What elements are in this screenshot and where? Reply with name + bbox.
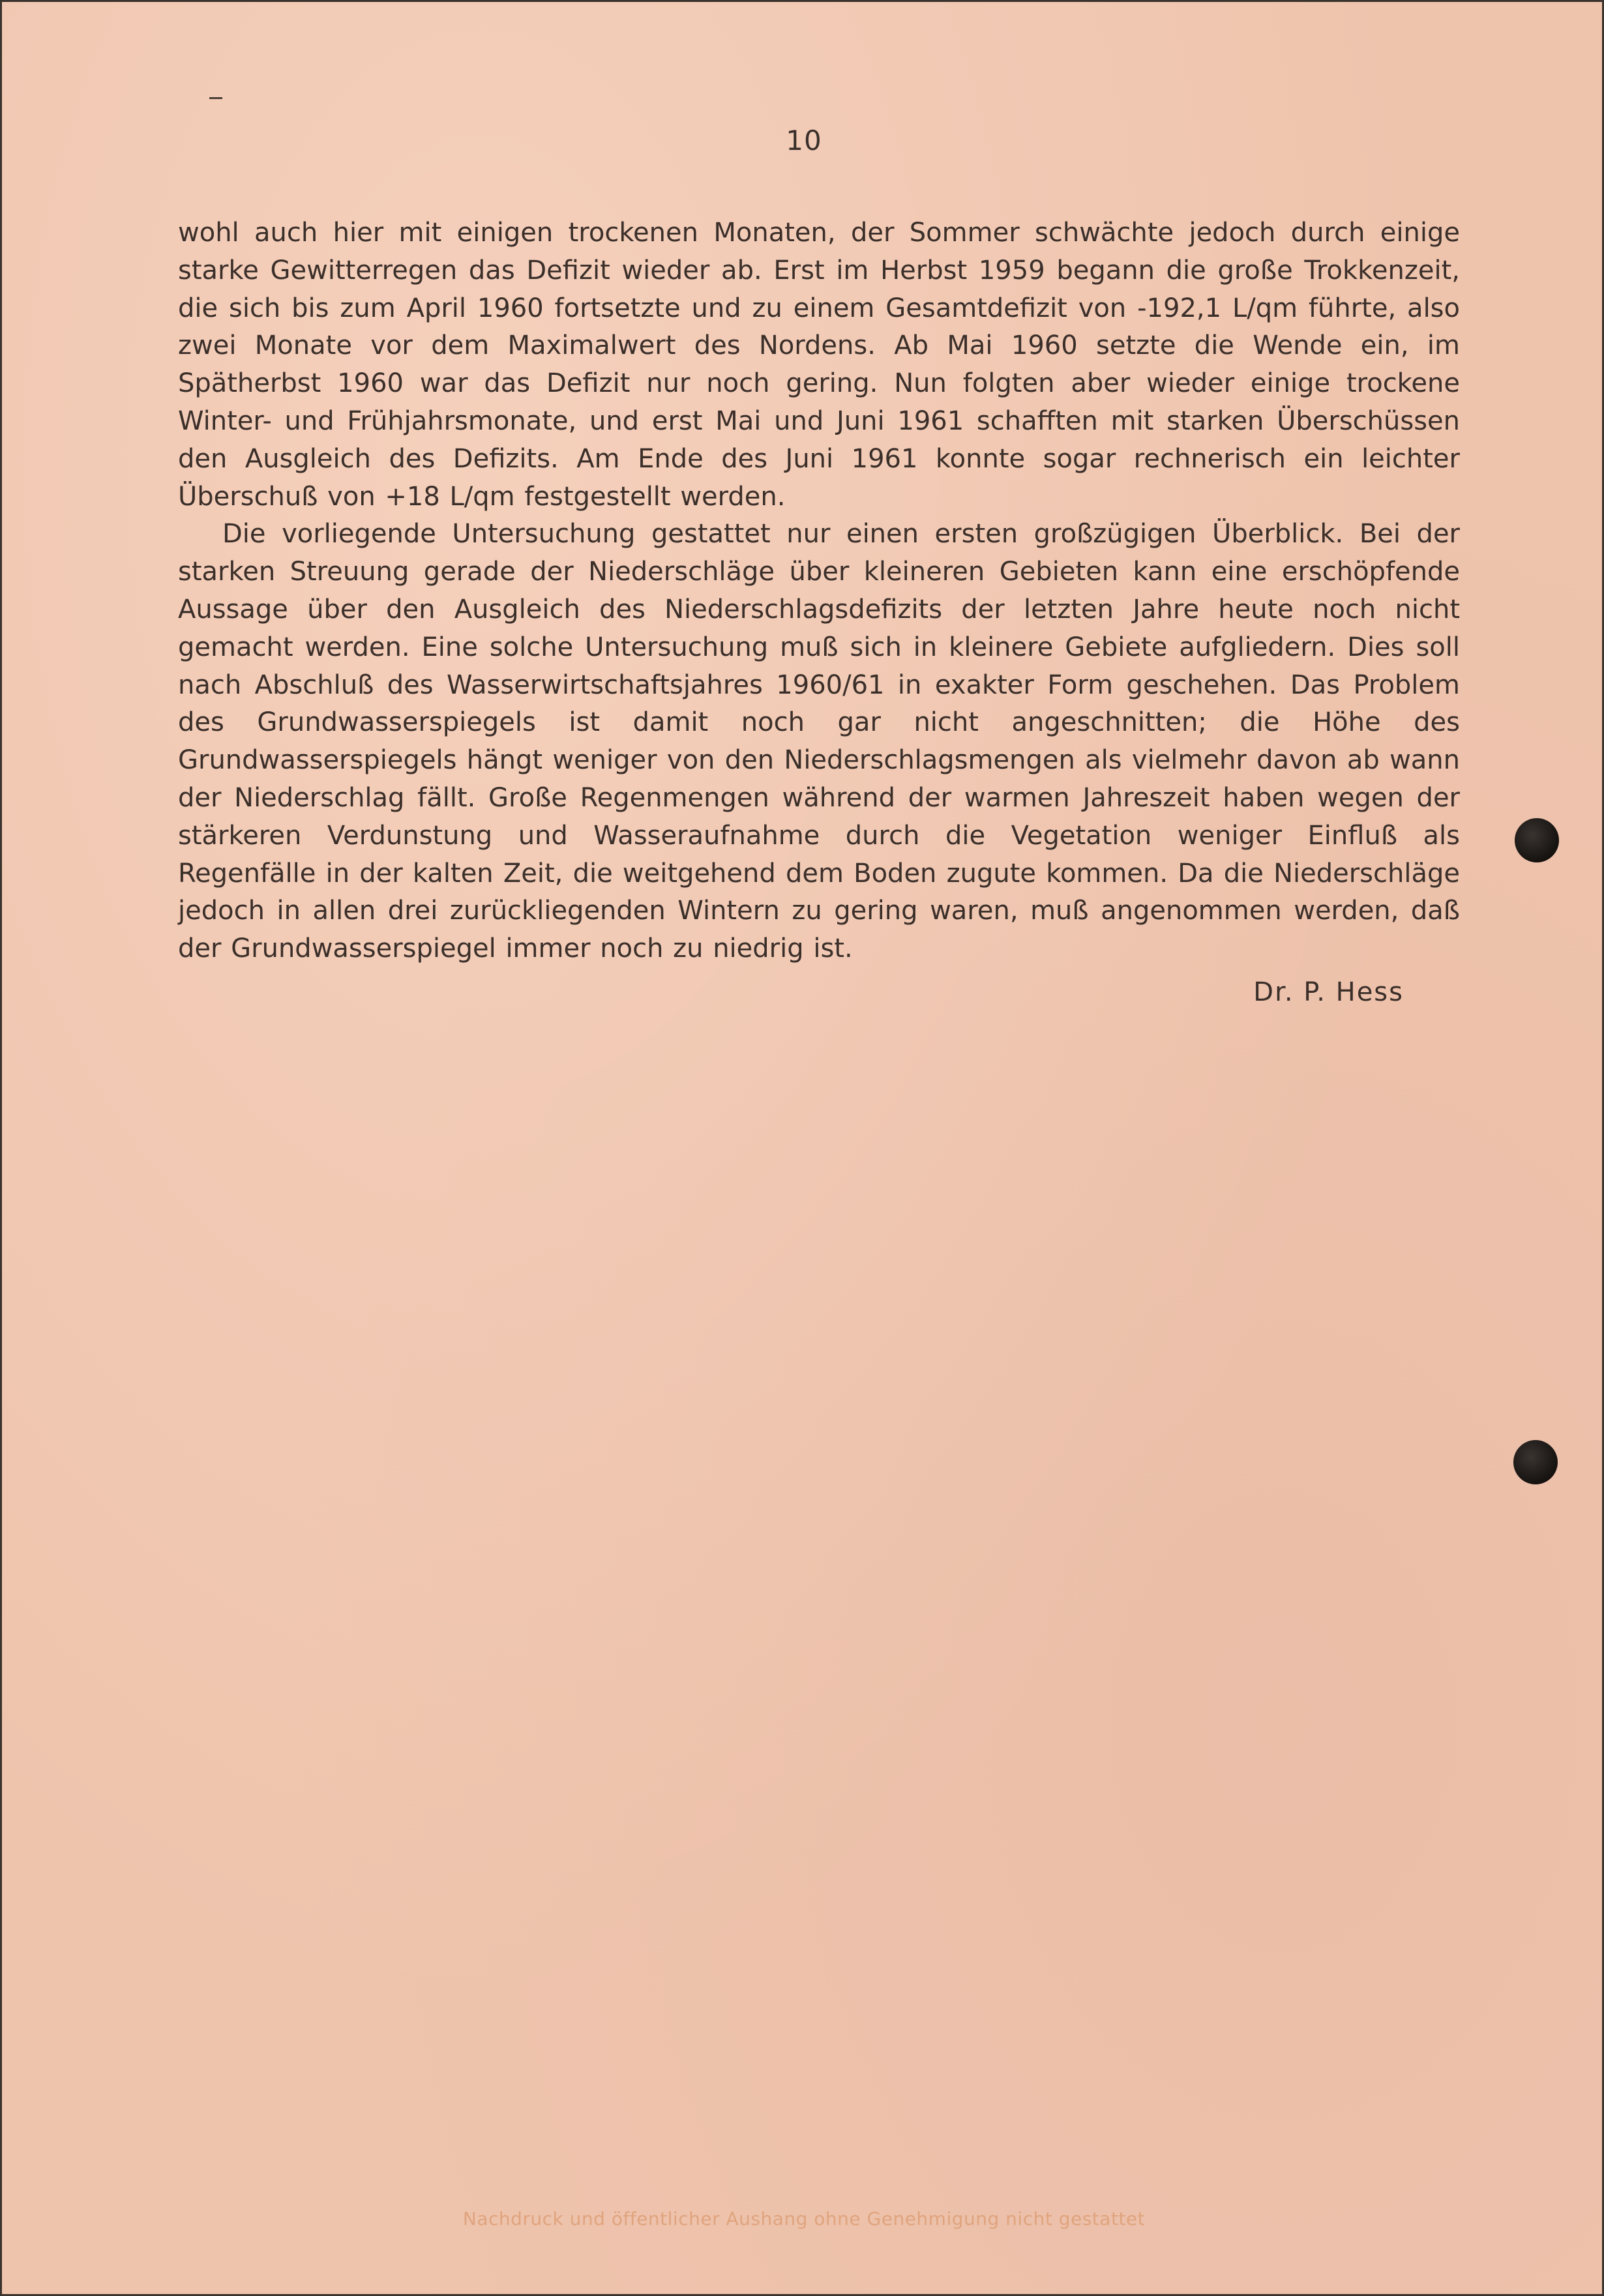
copyright-notice: Nachdruck und öffentlicher Aushang ohne Genehmigung nicht gestattet xyxy=(462,2208,1146,2230)
header-dash-mark xyxy=(209,97,222,99)
paragraph-1: wohl auch hier mit einigen trockenen Monaten, der Sommer schwächte jedoch durch einige starke Gewitterregen das Defizit wieder ab. Erst im Herbst 1959 begann die große Trokkenzeit, die sich bis zum April 1960 fortsetzte und zu einem Gesamtdefizit von -192,1 L/qm führte, also zwei Monate vor dem Maximalwert des Nordens. Ab Mai 1960 setzte die Wende ein, im Spätherbst 1960 war das Defizit nur noch gering. Nun folgten aber wieder einige trockene Winter- und Frühjahrsmonate, und erst Mai und Juni 1961 schafften mit starken Überschüssen den Ausgleich des Defizits. Am Ende des Juni 1961 konnte sogar rechnerisch ein leichter Überschuß von +18 L/qm festgestellt werden. xyxy=(178,218,1460,512)
body-text xyxy=(178,214,1460,968)
author-signature: Dr. P. Hess xyxy=(1253,977,1404,1007)
paragraph-2: Die vorliegende Untersuchung gestattet nur einen ersten großzügigen Überblick. Bei der starken Streuung gerade der Niederschläge über kleineren Gebieten kann eine erschöpfende Aussage über den Ausgleich des Niederschlagsdefizits der letzten Jahre heute noch nicht gemacht werden. Eine solche Untersuchung muß sich in kleinere Gebiete aufgliedern. Dies soll nach Abschluß des Wasserwirtschaftsjahres 1960/61 in exakter Form geschehen. Das Problem des Grundwasserspiegels ist damit noch gar nicht angeschnitten; die Höhe des Grundwasserspiegels hängt weniger von den Niederschlagsmengen als vielmehr davon ab wann der Niederschlag fällt. Große Regenmengen während der warmen Jahreszeit haben wegen der stärkeren Verdunstung und Wasseraufnahme durch die Vegetation weniger Einfluß als Regenfälle in der kalten Zeit, die weitgehend dem Boden zugute kommen. Da die Niederschläge jedoch in allen drei zurückliegenden Wintern zu gering waren, muß angenommen werden, daß der Grundwasserspiegel immer noch zu niedrig ist. xyxy=(178,519,1460,964)
punch-hole-lower xyxy=(1513,1440,1558,1484)
page-number: 10 xyxy=(786,125,822,156)
punch-hole-upper xyxy=(1515,818,1559,862)
